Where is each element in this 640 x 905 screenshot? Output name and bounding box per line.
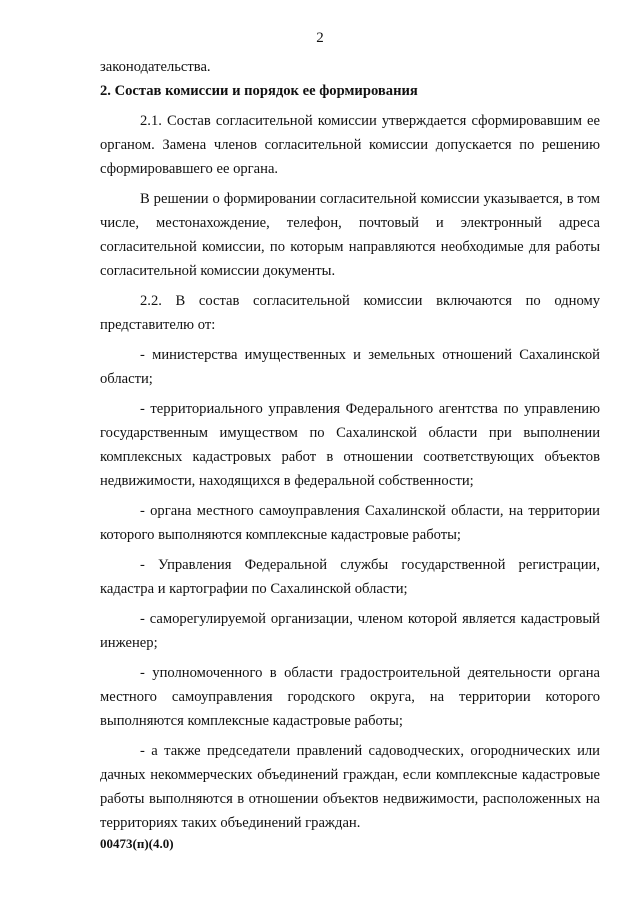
list-item-urban-planning: - уполномоченного в области градостроительной деятельности органа местного самоуправления городского округа, на территории которого выполняются комплексные кадастровые работы; — [100, 665, 600, 729]
paragraph-continuation: законодательства. — [100, 59, 211, 75]
list-item-federal-agency: - территориального управления Федерального агентства по управлению государственным имуществом по Сахалинской области при выполнении комплексных кадастровых работ в отношении соответствующих объектов недвижимости, находящихся в федеральной собственности; — [100, 401, 600, 489]
list-item-local-government: - органа местного самоуправления Сахалинской области, на территории которого выполняются комплексные кадастровые работы; — [100, 503, 600, 543]
list-item-chairpersons: - а также председатели правлений садоводческих, огороднических или дачных некоммерческих объединений граждан, если комплексные кадастровые работы выполняются в отношении объектов недвижимости, расположенных на территориях таких объединений граждан. — [100, 743, 600, 831]
section-heading: 2. Состав комиссии и порядок ее формирования — [100, 83, 418, 99]
page-number: 2 — [316, 30, 324, 46]
list-item-rosreestr: - Управления Федеральной службы государственной регистрации, кадастра и картографии по Сахалинской области; — [100, 557, 600, 597]
paragraph-decision: В решении о формировании согласительной комиссии указывается, в том числе, местонахождение, телефон, почтовый и электронный адреса согласительной комиссии, по которым направляются необходимые для работы согласительной комиссии документы. — [100, 191, 600, 279]
paragraph-2-2: 2.2. В состав согласительной комиссии включаются по одному представителю от: — [100, 293, 600, 333]
document-footer-code: 00473(п)(4.0) — [100, 836, 174, 851]
list-item-sro: - саморегулируемой организации, членом которой является кадастровый инженер; — [100, 611, 600, 651]
document-body — [100, 55, 600, 835]
list-item-ministry: - министерства имущественных и земельных отношений Сахалинской области; — [100, 347, 600, 387]
paragraph-2-1: 2.1. Состав согласительной комиссии утверждается сформировавшим ее органом. Замена членов согласительной комиссии допускается по решению сформировавшего ее органа. — [100, 113, 600, 177]
